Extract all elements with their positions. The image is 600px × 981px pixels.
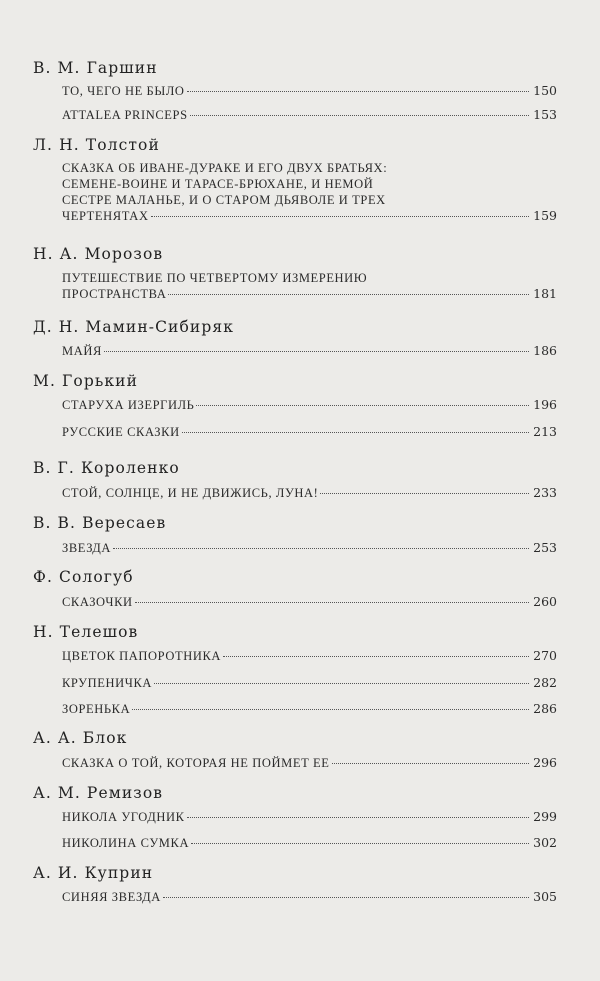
entry-title: МАЙЯ	[62, 344, 102, 358]
page-number: 270	[533, 648, 557, 663]
dot-leader	[182, 432, 529, 433]
author-heading: Л. Н. Толстой	[33, 136, 160, 154]
entry-title-line: ЧЕРТЕНЯТАХ	[62, 209, 149, 223]
entry-title: СТОЙ, СОЛНЦЕ, И НЕ ДВИЖИСЬ, ЛУНА!	[62, 486, 319, 500]
entry-title-line: СКАЗКА ОБ ИВАНЕ-ДУРАКЕ И ЕГО ДВУХ БРАТЬЯХ:	[62, 161, 388, 175]
author-heading: Ф. Сологуб	[33, 568, 134, 586]
dot-leader	[113, 548, 529, 549]
toc-entry[interactable]	[62, 701, 557, 717]
page-number: 282	[533, 675, 557, 690]
author-heading: А. И. Куприн	[33, 864, 154, 882]
page-number: 159	[533, 208, 557, 223]
page-number: 299	[533, 809, 557, 824]
page-number: 253	[533, 540, 557, 555]
page-number: 286	[533, 701, 557, 716]
toc-entry[interactable]	[62, 485, 557, 501]
entry-title: ATTALEA PRINCEPS	[62, 108, 188, 122]
toc-entry[interactable]	[62, 540, 557, 556]
dot-leader	[168, 294, 529, 295]
entry-title-line: ПРОСТРАНСТВА	[62, 287, 167, 301]
entry-title: СИНЯЯ ЗВЕЗДА	[62, 890, 161, 904]
author-heading: В. В. Вересаев	[33, 514, 167, 532]
toc-entry[interactable]	[62, 83, 557, 99]
page-number: 305	[533, 889, 557, 904]
page-number: 196	[533, 397, 557, 412]
toc-entry[interactable]	[62, 648, 557, 664]
toc-entry[interactable]	[62, 835, 557, 851]
entry-title: НИКОЛА УГОДНИК	[62, 810, 185, 824]
dot-leader	[191, 843, 529, 844]
entry-title: РУССКИЕ СКАЗКИ	[62, 425, 180, 439]
page-number: 302	[533, 835, 557, 850]
entry-title-line: СЕМЕНЕ-ВОИНЕ И ТАРАСЕ-БРЮХАНЕ, И НЕМОЙ	[62, 177, 374, 191]
page-number: 186	[533, 343, 557, 358]
toc-entry[interactable]	[62, 755, 557, 771]
page-number: 150	[533, 83, 557, 98]
author-heading: Н. А. Морозов	[33, 245, 164, 263]
entry-title: СКАЗОЧКИ	[62, 595, 133, 609]
page-number: 181	[533, 286, 557, 301]
dot-leader	[132, 709, 529, 710]
dot-leader	[154, 683, 529, 684]
dot-leader	[223, 656, 529, 657]
author-heading: М. Горький	[33, 372, 139, 390]
author-heading: В. М. Гаршин	[33, 59, 158, 77]
toc-entry[interactable]	[62, 889, 557, 905]
author-heading: А. М. Ремизов	[33, 784, 164, 802]
author-heading: Н. Телешов	[33, 623, 139, 641]
page-number: 153	[533, 107, 557, 122]
page-number: 213	[533, 424, 557, 439]
entry-title: ЗОРЕНЬКА	[62, 702, 131, 716]
dot-leader	[187, 91, 529, 92]
dot-leader	[196, 405, 529, 406]
dot-leader	[190, 115, 529, 116]
entry-title-line: СЕСТРЕ МАЛАНЬЕ, И О СТАРОМ ДЬЯВОЛЕ И ТРЕХ	[62, 193, 386, 207]
page-number: 260	[533, 594, 557, 609]
dot-leader	[104, 351, 529, 352]
page-number: 233	[533, 485, 557, 500]
dot-leader	[332, 763, 529, 764]
dot-leader	[187, 817, 529, 818]
entry-title: ЦВЕТОК ПАПОРОТНИКА	[62, 649, 222, 663]
entry-title: ТО, ЧЕГО НЕ БЫЛО	[62, 84, 185, 98]
toc-entry[interactable]	[62, 675, 557, 691]
dot-leader	[151, 216, 529, 217]
toc-entry[interactable]	[62, 424, 557, 440]
toc-entry[interactable]	[62, 594, 557, 610]
toc-entry[interactable]	[62, 809, 557, 825]
toc-entry[interactable]	[62, 270, 557, 302]
entry-title: СКАЗКА О ТОЙ, КОТОРАЯ НЕ ПОЙМЕТ ЕЕ	[62, 756, 330, 770]
page-number: 296	[533, 755, 557, 770]
author-heading: В. Г. Короленко	[33, 459, 180, 477]
dot-leader	[135, 602, 529, 603]
entry-title: НИКОЛИНА СУМКА	[62, 836, 190, 850]
author-heading: Д. Н. Мамин-Сибиряк	[33, 318, 235, 336]
toc-entry[interactable]	[62, 160, 557, 224]
dot-leader	[320, 493, 529, 494]
author-heading: А. А. Блок	[33, 729, 128, 747]
entry-title-line: ПУТЕШЕСТВИЕ ПО ЧЕТВЕРТОМУ ИЗМЕРЕНИЮ	[62, 271, 368, 285]
entry-title: СТАРУХА ИЗЕРГИЛЬ	[62, 398, 195, 412]
toc-entry[interactable]	[62, 397, 557, 413]
entry-title: ЗВЕЗДА	[62, 541, 112, 555]
toc-entry[interactable]	[62, 343, 557, 359]
entry-title: КРУПЕНИЧКА	[62, 676, 153, 690]
toc-entry[interactable]	[62, 107, 557, 123]
dot-leader	[163, 897, 529, 898]
